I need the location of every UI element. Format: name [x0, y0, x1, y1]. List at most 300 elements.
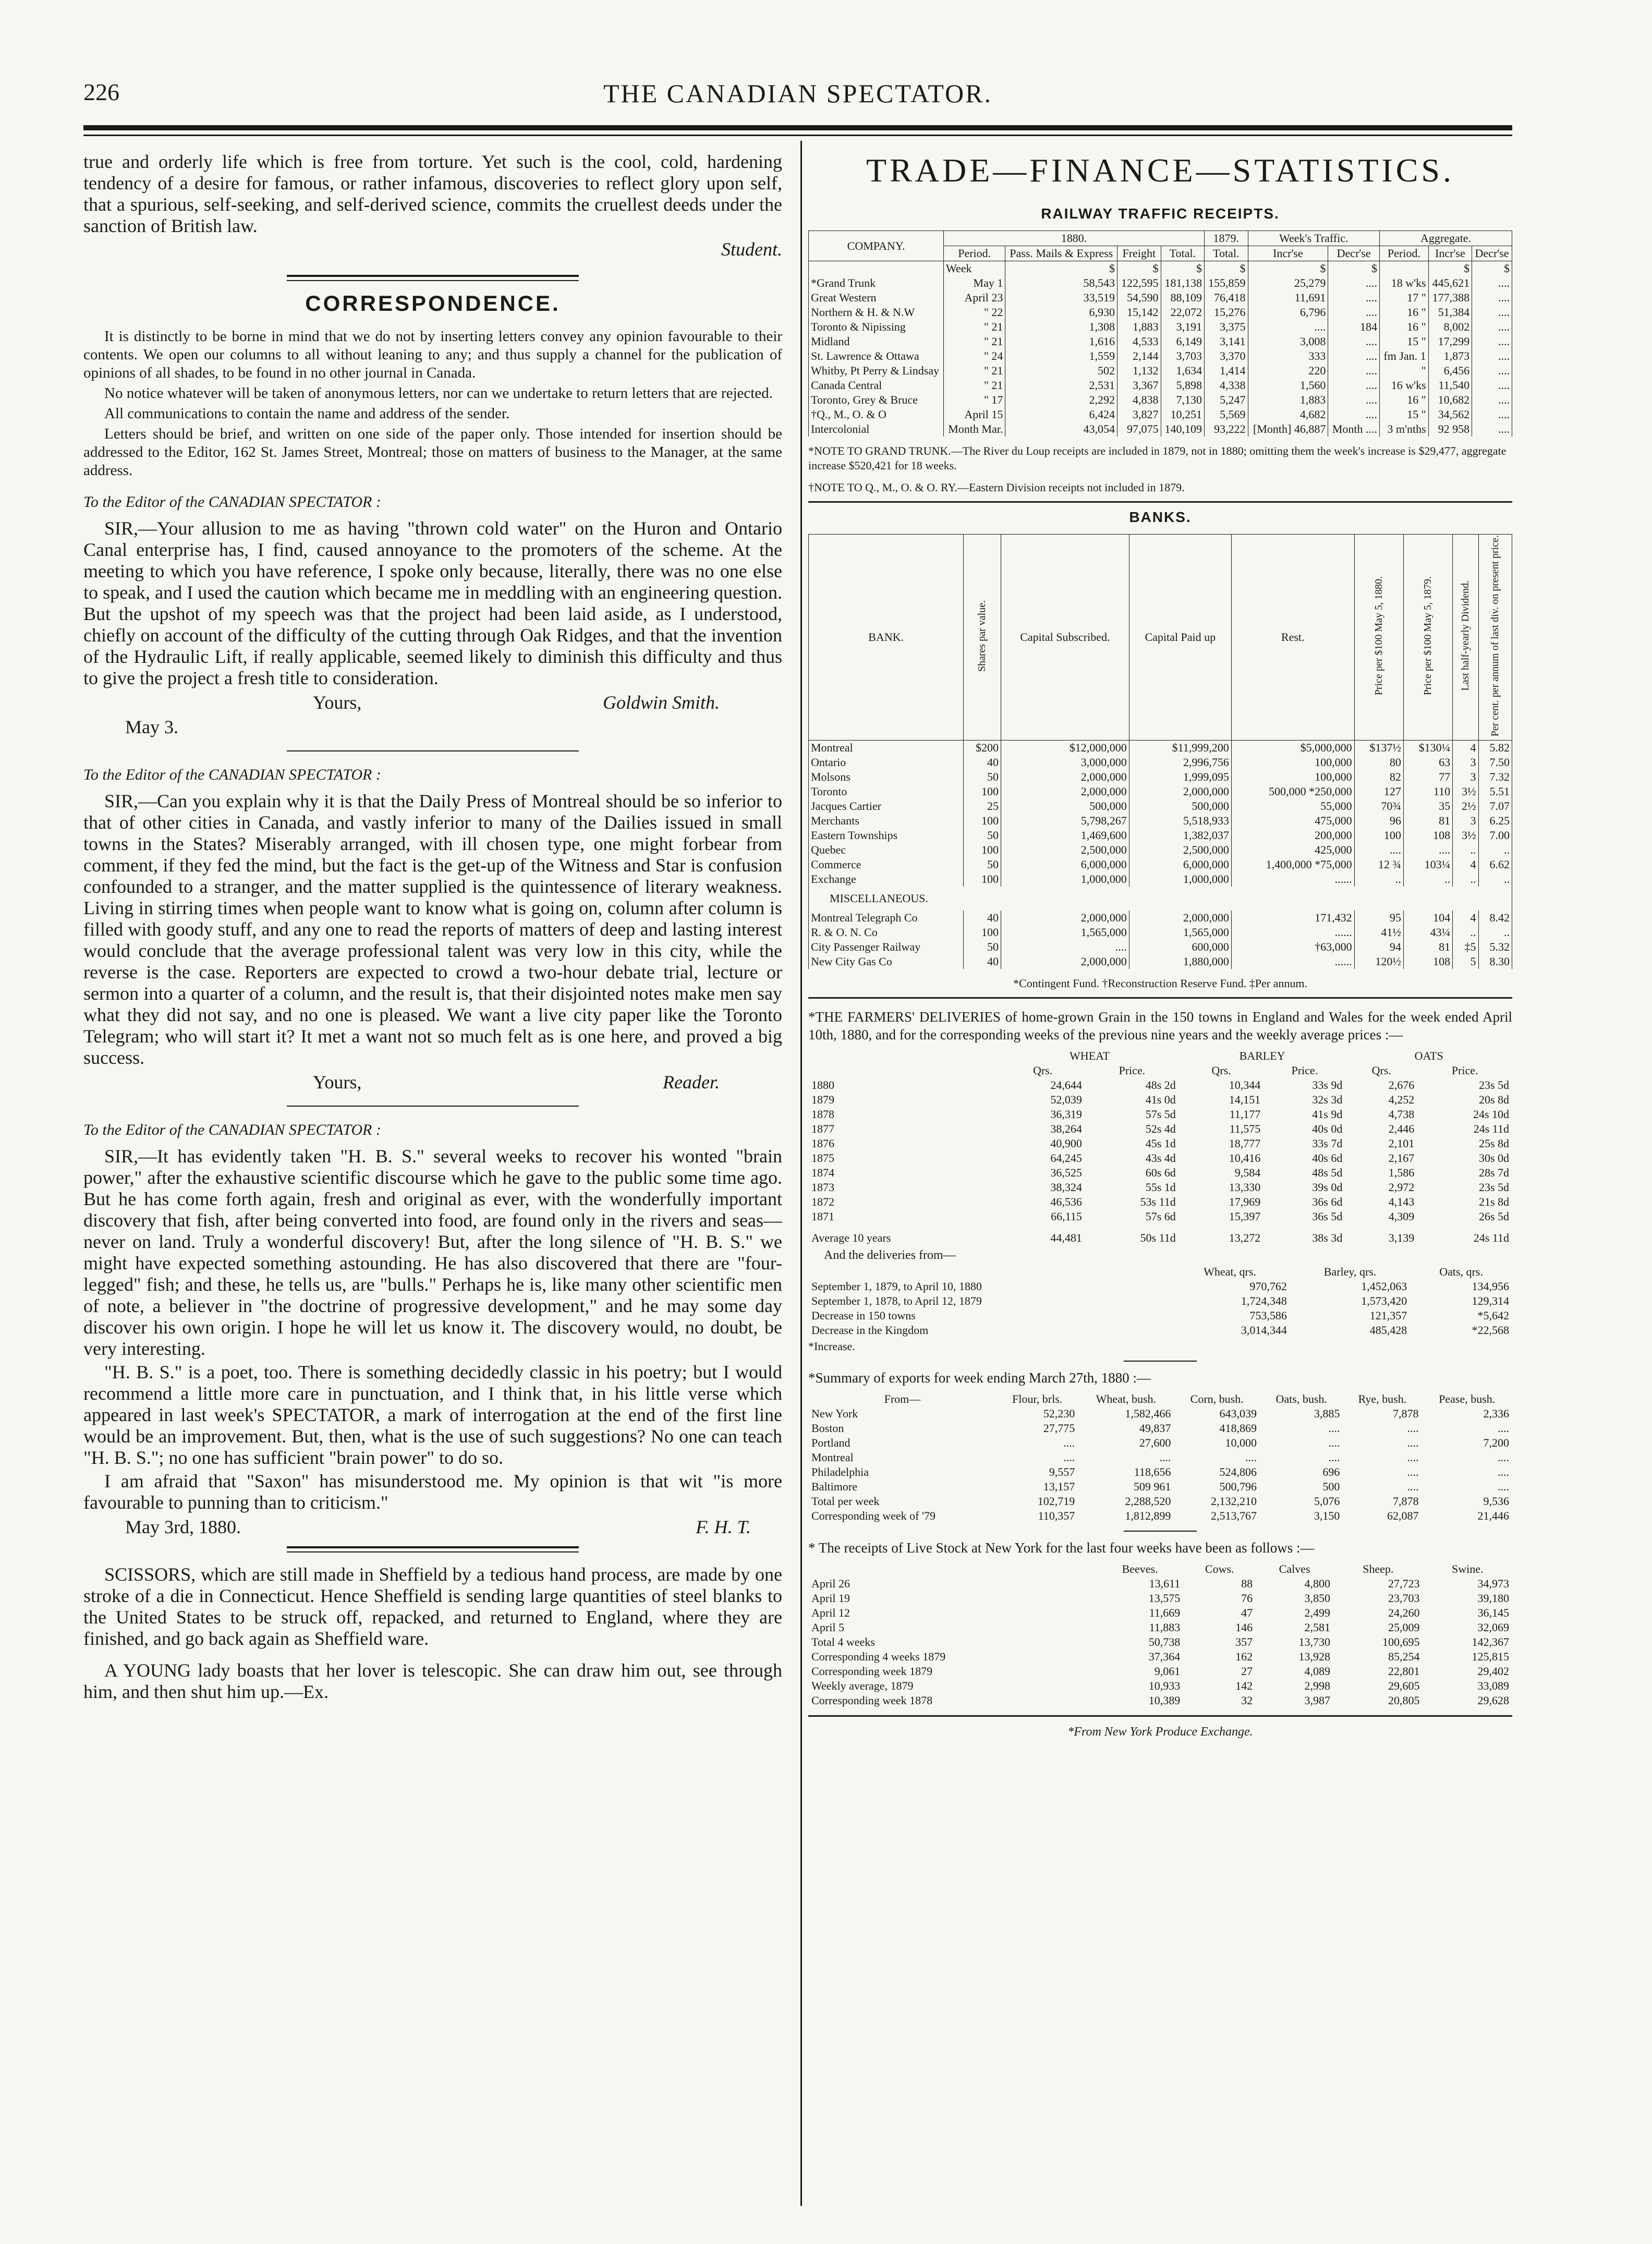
column-header: Capital Paid up — [1129, 535, 1231, 741]
table-row — [809, 857, 1512, 872]
table-cell: 11,669 — [1149, 1606, 1181, 1620]
table-cell: 102,719 — [1037, 1495, 1075, 1508]
section-rule-thin — [287, 280, 579, 281]
table-cell: 140,109 — [1161, 422, 1204, 436]
table-cell: 46,536 — [1050, 1195, 1082, 1209]
column-header: Pass. Mails & Express — [1005, 246, 1117, 261]
table-row — [808, 1606, 1512, 1620]
table-cell: 1874 — [811, 1166, 834, 1180]
table-cell: 22,072 — [1161, 305, 1204, 320]
exports-table — [808, 1392, 1512, 1523]
table-cell: .... — [1472, 422, 1512, 436]
unit-cell: $ — [1428, 261, 1472, 276]
table-cell: 41s 9d — [1312, 1108, 1343, 1121]
table-cell: 27 — [1241, 1665, 1253, 1678]
grain-table — [808, 1049, 1512, 1245]
table-cell: 5.51 — [1478, 784, 1512, 799]
table-row — [808, 1151, 1512, 1166]
table-cell: 26s 5d — [1478, 1210, 1509, 1223]
railway-note: *NOTE TO GRAND TRUNK.—The River du Loup receipts are included in 1879, not in 1880; omitting them the week's increase is $29,477, aggregate increase $520,421 for 18 weeks. — [808, 444, 1507, 472]
table-cell: 6,796 — [1248, 305, 1328, 320]
table-cell: 3,375 — [1205, 320, 1248, 334]
table-cell: 1,000,000 — [1001, 872, 1129, 887]
table-cell: 24s 11d — [1473, 1122, 1509, 1136]
table-cell: 66,115 — [1051, 1210, 1082, 1223]
table-cell: 17,969 — [1229, 1195, 1261, 1209]
table-cell: 2,167 — [1388, 1151, 1415, 1165]
table-cell: 13,330 — [1229, 1181, 1261, 1194]
table-cell: 129,314 — [1472, 1294, 1509, 1308]
table-cell: 29,628 — [1477, 1694, 1509, 1707]
table-cell: 5,247 — [1205, 393, 1248, 407]
table-cell: Corresponding week of '79 — [811, 1509, 936, 1523]
table-cell: Intercolonial — [809, 422, 944, 436]
table-cell: 524,806 — [1219, 1465, 1257, 1479]
section-bar — [808, 501, 1512, 503]
column-header — [1403, 535, 1452, 741]
table-cell: Decrease in the Kingdom — [811, 1324, 929, 1337]
table-row — [809, 363, 1512, 378]
table-cell: †63,000 — [1231, 940, 1354, 954]
table-cell: .... — [1328, 393, 1380, 407]
table-cell: 92 958 — [1428, 422, 1472, 436]
table-cell: .... — [1328, 290, 1380, 305]
table-cell: 100,000 — [1231, 755, 1354, 770]
unit-cell: $ — [1472, 261, 1512, 276]
grain-group: BARLEY — [1239, 1049, 1285, 1063]
table-cell: 50 — [964, 770, 1001, 784]
intro-paragraph: true and orderly life which is free from torture. Yet such is the cool, cold, hardening tendency of a desire for famous, or rather infamous, discoveries to reflect glory upon self, that a spurious, self-seeking, and self-derived science, commits the cruellest deeds under the sanction of British law. — [83, 151, 782, 236]
table-cell: 500,796 — [1219, 1480, 1257, 1494]
table-cell: 1,582,466 — [1125, 1407, 1171, 1421]
table-cell: 4,338 — [1205, 378, 1248, 393]
table-row — [808, 1679, 1512, 1693]
letter-signature: Reader. — [663, 1072, 720, 1093]
table-cell: 500,000 *250,000 — [1231, 784, 1354, 799]
table-cell: 9,536 — [1483, 1495, 1509, 1508]
table-cell: 77 — [1403, 770, 1452, 784]
table-cell: 7.32 — [1478, 770, 1512, 784]
table-cell: 1,812,899 — [1125, 1509, 1171, 1523]
column-header — [808, 1562, 1097, 1576]
table-cell: 33,089 — [1477, 1679, 1509, 1693]
column-header — [964, 535, 1001, 741]
table-row — [808, 1635, 1512, 1649]
table-cell: .... — [1407, 1436, 1419, 1450]
column-header: Oats, qrs. — [1439, 1265, 1483, 1279]
table-cell: 2,676 — [1388, 1078, 1415, 1092]
table-row — [808, 1078, 1512, 1093]
table-cell: 134,956 — [1472, 1280, 1509, 1293]
table-cell: $11,999,200 — [1129, 741, 1231, 756]
table-cell: 1,400,000 *75,000 — [1231, 857, 1354, 872]
table-cell: 11,177 — [1229, 1108, 1261, 1121]
letter-date: May 3. — [125, 717, 178, 737]
letter-body: SIR,—Can you explain why it is that the Daily Press of Montreal should be so inferior to that of other cities in Canada, and vastly inferior to many of the Dailies issued in small towns in the States? Miserably arranged, with ill chosen type, one might forbear from comment, if they fed the mind, but the fact is the get-up of the Witness and Star is confusion confounded to a stranger, and the matter supplied is the quintessence of literary weakness. Living in stirring times when people want to know what is going on, column after column is filled with goody stuff, and any one to read the reports of matters of deep and lasting interest would conclude that the average professional talent was very low in this city, while the reverse is the case. Reporters are expected to crowd a two-hour debate trial, lecture or sermon into a quarter of a column, and the result is, that their disjointed notes make men say what they did not say, and no one is pleased. We want a live city paper like the Toronto Telegram; who will start it? It met a want not so much felt as is one here, and proved a big success. — [83, 791, 782, 1068]
table-cell: 2½ — [1453, 799, 1478, 814]
unit-cell: $ — [1117, 261, 1161, 276]
trade-finance-heading: TRADE—FINANCE—STATISTICS. — [866, 152, 1455, 189]
table-cell: .... — [1407, 1480, 1419, 1494]
table-cell: 18 w'ks — [1380, 276, 1429, 290]
table-cell: .... — [1245, 1451, 1257, 1464]
table-cell: 6,456 — [1428, 363, 1472, 378]
table-cell: $130¼ — [1403, 741, 1452, 756]
table-cell: 24s 10d — [1473, 1108, 1509, 1121]
col-company: COMPANY. — [809, 231, 944, 261]
table-cell: 100 — [964, 925, 1001, 940]
table-cell: 2,500,000 — [1129, 843, 1231, 857]
table-cell: 1,565,000 — [1129, 925, 1231, 940]
unit-cell: $ — [1205, 261, 1248, 276]
table-row — [808, 1664, 1512, 1679]
table-cell: .... — [1407, 1451, 1419, 1464]
table-row — [808, 1166, 1512, 1180]
table-cell: 11,540 — [1428, 378, 1472, 393]
table-cell: .. — [1403, 872, 1452, 887]
table-cell: 40 — [964, 755, 1001, 770]
table-cell: .... — [1001, 940, 1129, 954]
table-cell: 20,805 — [1388, 1694, 1420, 1707]
table-cell: 3,827 — [1117, 407, 1161, 422]
column-header: Swine. — [1452, 1562, 1484, 1576]
letter-body: SIR,—It has evidently taken "H. B. S." several weeks to recover his wonted "brain power," after the exhaustive scientific discourse which he gave to the public some time ago. But he has come forth again, fresh and original as ever, with the wonderfully important discovery that fish, after being converted into food, are found only in the rivers and seas—never on land. Truly a wonderful discovery! But, after the long silence of "H. B. S." we might have expected something astounding. He has also discovered that there are "four-legged" fish; and these, he tells us, are "bulls." Perhaps he is, like many other scientific men of note, a believer in "the doctrine of progressive development," and he may some day discover his own origin. I hope he will let us know it. The discovery would, no doubt, be very interesting. — [83, 1146, 782, 1359]
table-row — [808, 1406, 1512, 1421]
table-row — [808, 1576, 1512, 1591]
table-cell: 3,370 — [1205, 349, 1248, 363]
table-row — [808, 1649, 1512, 1664]
table-cell: *5,642 — [1477, 1309, 1509, 1323]
table-cell: 4,089 — [1304, 1665, 1331, 1678]
table-cell: 1875 — [811, 1151, 834, 1165]
table-cell: 4,143 — [1388, 1195, 1415, 1209]
table-cell: 53s 11d — [1140, 1195, 1176, 1209]
table-cell: 7.00 — [1478, 828, 1512, 843]
column-header: Pease, bush. — [1439, 1392, 1496, 1406]
table-cell: April 19 — [811, 1592, 850, 1605]
table-cell: Weekly average, 1879 — [811, 1679, 914, 1693]
table-cell: .... — [1248, 320, 1328, 334]
table-cell: 970,762 — [1249, 1280, 1287, 1293]
table-cell: 33s 9d — [1312, 1078, 1343, 1092]
table-cell: 10,416 — [1229, 1151, 1261, 1165]
table-cell: 14,151 — [1229, 1093, 1261, 1107]
table-cell: 3 — [1453, 755, 1478, 770]
table-cell: 2,000,000 — [1001, 784, 1129, 799]
table-cell: 13,611 — [1149, 1577, 1181, 1591]
column-header: Rye, bush. — [1358, 1392, 1407, 1406]
column-header: Calves — [1279, 1562, 1310, 1576]
table-cell: 142,367 — [1472, 1635, 1509, 1649]
table-cell: 70¾ — [1354, 799, 1403, 814]
table-cell: 3,367 — [1117, 378, 1161, 393]
table-cell: 18,777 — [1229, 1137, 1261, 1150]
table-cell: 108 — [1403, 954, 1452, 969]
table-cell: 40 — [964, 911, 1001, 925]
table-cell: Midland — [809, 334, 944, 349]
notice-paragraph: No notice whatever will be taken of anonymous letters, nor can we undertake to return letters that are rejected. — [104, 385, 773, 402]
table-cell: 3,014,344 — [1241, 1324, 1287, 1337]
column-header: Sheep. — [1363, 1562, 1394, 1576]
table-cell: Commerce — [809, 857, 964, 872]
table-cell: 88,109 — [1161, 290, 1204, 305]
table-cell: 15,397 — [1229, 1210, 1261, 1223]
table-row — [809, 320, 1512, 334]
table-cell: 118,656 — [1134, 1465, 1171, 1479]
table-cell: " 17 — [944, 393, 1005, 407]
table-cell: 40 — [964, 954, 1001, 969]
column-header — [1354, 535, 1403, 741]
table-cell: 2,336 — [1483, 1407, 1509, 1421]
table-cell: 1879 — [811, 1093, 834, 1107]
letter-divider — [287, 750, 579, 751]
table-cell: .... — [1498, 1422, 1509, 1435]
column-header: Qrs. — [1032, 1064, 1053, 1077]
exports-intro: *Summary of exports for week ending March 27th, 1880 :— — [808, 1370, 1151, 1386]
table-cell: 27,600 — [1139, 1436, 1171, 1450]
table-cell: 41½ — [1354, 925, 1403, 940]
table-row — [809, 911, 1512, 925]
table-cell: 6.62 — [1478, 857, 1512, 872]
table-cell: .. — [1453, 843, 1478, 857]
col-1880: 1880. — [944, 231, 1205, 246]
table-row — [809, 814, 1512, 828]
table-row — [809, 349, 1512, 363]
table-cell: .. — [1478, 872, 1512, 887]
table-cell: 6,000,000 — [1129, 857, 1231, 872]
table-cell: 4 — [1453, 911, 1478, 925]
table-cell: .... — [1328, 305, 1380, 320]
table-cell: 24,644 — [1050, 1078, 1082, 1092]
letter-salutation: To the Editor of the CANADIAN SPECTATOR : — [83, 766, 381, 783]
table-cell: 1,382,037 — [1129, 828, 1231, 843]
table-cell: 36,319 — [1050, 1108, 1082, 1121]
table-cell: 97,075 — [1117, 422, 1161, 436]
column-header: Price. — [1451, 1064, 1478, 1077]
table-cell: 445,621 — [1428, 276, 1472, 290]
table-cell: 20s 8d — [1478, 1093, 1509, 1107]
banks-table — [808, 534, 1512, 969]
table-row — [808, 1436, 1512, 1450]
column-header: Decr'se — [1328, 246, 1380, 261]
table-cell: 57s 6d — [1145, 1210, 1176, 1223]
table-row — [809, 770, 1512, 784]
table-cell: 12 ¾ — [1354, 857, 1403, 872]
table-cell: 6,930 — [1005, 305, 1117, 320]
column-header: Oats, bush. — [1276, 1392, 1327, 1406]
table-cell: 50,738 — [1148, 1635, 1181, 1649]
table-cell: 17,299 — [1428, 334, 1472, 349]
table-cell: 100 — [1354, 828, 1403, 843]
grain-intro: *THE FARMERS' DELIVERIES of home-grown Grain in the 150 towns in England and Wales for the week ended April 10th, 1880, and for the corresponding weeks of the previous nine years and the weekly average prices :— — [808, 1009, 1512, 1043]
table-cell: St. Lawrence & Ottawa — [809, 349, 944, 363]
table-cell: Month .... — [1328, 422, 1380, 436]
table-row — [808, 1107, 1512, 1122]
table-cell: 122,595 — [1117, 276, 1161, 290]
table-cell: 127 — [1354, 784, 1403, 799]
table-cell: 32 — [1241, 1694, 1253, 1707]
table-cell: 16 w'ks — [1380, 378, 1429, 393]
letter-body: SIR,—Your allusion to me as having "thrown cold water" on the Huron and Ontario Canal enterprise has, I find, caused annoyance to the promoters of the scheme. At the meeting to which you have reference, I spoke only because, literally, there was no one else to speak, and I used the caution which became me in meddling with an engineering question. But the upshot of my speech was that the project had been laid aside, as I understood, chiefly on account of the difficulty of the cutting through Oak Ridges, and that the invention of the Hydraulic Lift, if really applicable, seemed likely to diminish this difficulty and thus to give the project a fresh title to consideration. — [83, 518, 782, 688]
column-header: Capital Subscribed. — [1001, 535, 1129, 741]
table-cell: ...... — [1231, 954, 1354, 969]
table-cell: Northern & H. & N.W — [809, 305, 944, 320]
table-cell: .... — [1159, 1451, 1171, 1464]
table-cell: 181,138 — [1161, 276, 1204, 290]
table-cell: 16 " — [1380, 393, 1429, 407]
table-cell: 5.82 — [1478, 741, 1512, 756]
table-cell: 500,000 — [1001, 799, 1129, 814]
table-cell: 34,562 — [1428, 407, 1472, 422]
table-cell: 696 — [1322, 1465, 1340, 1479]
table-cell: 82 — [1354, 770, 1403, 784]
table-cell: 500 — [1322, 1480, 1340, 1494]
table-row — [809, 872, 1512, 887]
table-cell: 1,573,420 — [1361, 1294, 1407, 1308]
notice-paragraph: It is distinctly to be borne in mind that we do not by inserting letters convey any opinion favourable to their contents. We open our columns to all without leaning to any; and thus supply a channel for the publication of opinions of all shades, to be found in no other journal in Canada. — [83, 328, 782, 381]
table-cell: 1880 — [811, 1078, 834, 1092]
table-cell: 6,000,000 — [1001, 857, 1129, 872]
table-cell: 34,973 — [1477, 1577, 1509, 1591]
table-cell: 7,200 — [1483, 1436, 1509, 1450]
table-cell: .... — [1472, 334, 1512, 349]
table-cell: 104 — [1403, 911, 1452, 925]
table-cell: 10,682 — [1428, 393, 1472, 407]
table-row — [809, 290, 1512, 305]
table-cell: 184 — [1328, 320, 1380, 334]
table-cell: 23s 5d — [1478, 1181, 1509, 1194]
table-cell: May 1 — [944, 276, 1005, 290]
misc-label: MISCELLANEOUS. — [809, 887, 1512, 911]
table-cell: 29,605 — [1388, 1679, 1420, 1693]
column-header: Price. — [1291, 1064, 1318, 1077]
table-cell: 162 — [1235, 1650, 1253, 1664]
table-row — [809, 305, 1512, 320]
table-cell: 11,883 — [1149, 1621, 1181, 1634]
table-cell: 1,999,095 — [1129, 770, 1231, 784]
table-cell: 121,357 — [1369, 1309, 1407, 1323]
table-cell: 3½ — [1453, 828, 1478, 843]
column-header: Incr'se — [1248, 246, 1328, 261]
column-header — [1478, 535, 1512, 741]
table-cell: 17 " — [1380, 290, 1429, 305]
table-cell: Total per week — [811, 1495, 880, 1508]
header-rule-thin — [83, 135, 1512, 136]
table-cell: 2,000,000 — [1001, 911, 1129, 925]
table-cell: *Grand Trunk — [809, 276, 944, 290]
livestock-table — [808, 1562, 1512, 1708]
table-cell: 50 — [964, 828, 1001, 843]
table-cell: 41s 0d — [1145, 1093, 1176, 1107]
table-cell: .... — [1498, 1451, 1509, 1464]
table-cell: 2,499 — [1304, 1606, 1331, 1620]
table-cell: 96 — [1354, 814, 1403, 828]
table-cell: 5,518,933 — [1129, 814, 1231, 828]
table-cell: 110,357 — [1038, 1509, 1075, 1523]
table-cell: 27,775 — [1043, 1422, 1075, 1435]
table-cell: 62,087 — [1387, 1509, 1419, 1523]
table-cell: 51,384 — [1428, 305, 1472, 320]
table-cell: 3 — [1453, 770, 1478, 784]
table-cell: 6,149 — [1161, 334, 1204, 349]
table-cell: 4,252 — [1388, 1093, 1415, 1107]
table-cell: Montreal — [811, 1451, 854, 1464]
table-cell: 2,581 — [1304, 1621, 1331, 1634]
table-cell: 1,873 — [1428, 349, 1472, 363]
table-cell: 10,344 — [1229, 1078, 1261, 1092]
table-cell: 9,557 — [1049, 1465, 1075, 1479]
table-row — [808, 1209, 1512, 1224]
table-cell: .... — [1472, 378, 1512, 393]
table-cell: Great Western — [809, 290, 944, 305]
table-row — [808, 1465, 1512, 1479]
table-cell: Toronto — [809, 784, 964, 799]
table-cell: 9,584 — [1234, 1166, 1261, 1180]
table-cell: 1,565,000 — [1001, 925, 1129, 940]
right-column — [808, 151, 1512, 1739]
table-cell: .... — [1063, 1436, 1075, 1450]
table-cell: 54,590 — [1117, 290, 1161, 305]
table-cell: 643,039 — [1219, 1407, 1257, 1421]
table-cell: .... — [1498, 1465, 1509, 1479]
table-cell: 16 " — [1380, 305, 1429, 320]
table-cell: 32,069 — [1477, 1621, 1509, 1634]
table-cell: April 15 — [944, 407, 1005, 422]
table-cell: " — [1380, 363, 1429, 378]
table-cell: 8.30 — [1478, 954, 1512, 969]
table-cell: 25 — [964, 799, 1001, 814]
deliveries-from: And the deliveries from— — [824, 1248, 956, 1263]
table-row — [809, 940, 1512, 954]
table-cell: 100 — [964, 784, 1001, 799]
section-rule — [287, 1546, 579, 1548]
table-cell: *22,568 — [1472, 1324, 1509, 1337]
table-cell: 220 — [1248, 363, 1328, 378]
table-cell: April 26 — [811, 1577, 850, 1591]
table-cell: 85,254 — [1388, 1650, 1420, 1664]
table-cell: 13,575 — [1148, 1592, 1181, 1605]
table-cell: 1,586 — [1388, 1166, 1415, 1180]
column-header: Decr'se — [1472, 246, 1512, 261]
joke-paragraph: A YOUNG lady boasts that her lover is telescopic. She can draw him out, see through him, and then shut him up.—Ex. — [83, 1660, 782, 1702]
table-cell: 55s 1d — [1145, 1181, 1176, 1194]
table-cell: September 1, 1879, to April 10, 1880 — [811, 1280, 982, 1293]
table-cell: .... — [1328, 378, 1380, 393]
column-header-label: Price per $100 May 5, 1879. — [1422, 576, 1434, 696]
intro-signature: Student. — [721, 239, 782, 260]
table-cell: Corresponding week 1878 — [811, 1694, 933, 1707]
table-cell: ‡5 — [1453, 940, 1478, 954]
table-cell: 36s 5d — [1312, 1210, 1343, 1223]
table-row — [808, 1494, 1512, 1509]
table-row — [808, 1620, 1512, 1635]
table-cell: .... — [1472, 290, 1512, 305]
table-cell: .... — [1328, 1436, 1340, 1450]
table-cell: 10,251 — [1161, 407, 1204, 422]
table-cell: $5,000,000 — [1231, 741, 1354, 756]
table-cell: 120½ — [1354, 954, 1403, 969]
table-cell: 44,481 — [1050, 1231, 1082, 1245]
column-header: Price. — [1119, 1064, 1146, 1077]
railway-table — [808, 231, 1512, 436]
table-cell: 103¼ — [1403, 857, 1452, 872]
table-cell: 64,245 — [1050, 1151, 1082, 1165]
table-cell: 3,703 — [1161, 349, 1204, 363]
table-row — [808, 1421, 1512, 1436]
table-cell: 1,000,000 — [1129, 872, 1231, 887]
table-cell: 88 — [1241, 1577, 1253, 1591]
table-cell: 177,388 — [1428, 290, 1472, 305]
